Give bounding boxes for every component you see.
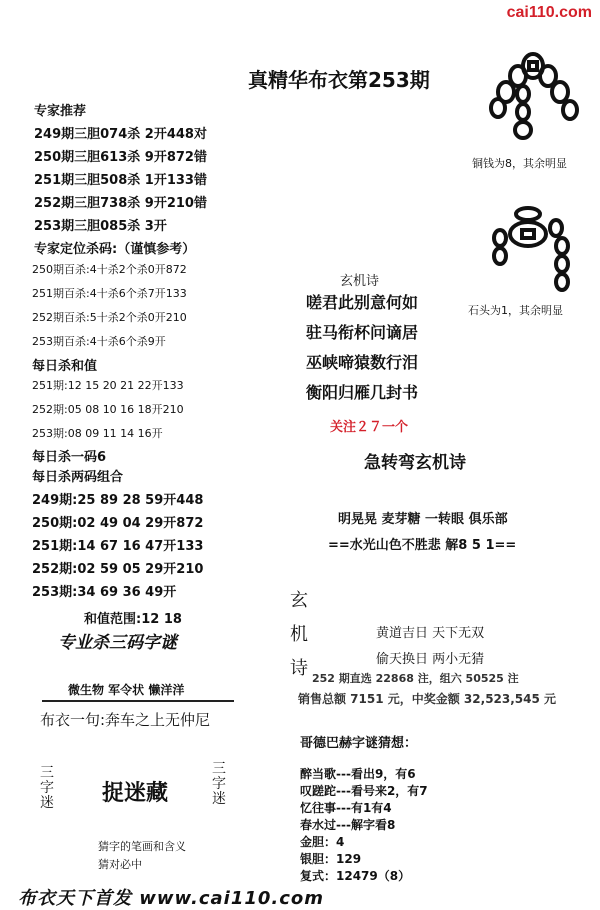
xuanji-heading: 玄机诗 [340,274,380,289]
two-combo-section [32,466,203,604]
coin-note: 铜钱为8，其余明显 [472,157,567,170]
list-item: 复式：12479（8） [300,869,411,883]
turn-line1: 明晃晃 麦芽糖 一转眼 俱乐部 [338,512,508,527]
hide-hint2: 猜对必中 [98,858,142,871]
xuan-line2: 偷天换日 两小无猜 [376,652,485,667]
daily-one: 每日杀一码6 [32,450,107,465]
list-item: 249期三胆074杀 2开448对 [34,127,207,142]
list-item: 253期:08 09 11 14 16开 [32,427,163,440]
list-item: 醉当歌---看出9，有6 [300,767,416,781]
list-item: 叹蹉跎---看号来2，有7 [300,784,428,798]
list-item: 250期三胆613杀 9开872错 [34,150,207,165]
xuan-line1: 黄道吉日 天下无双 [376,626,485,641]
xuanji-poem [306,288,418,408]
hide-right-label: 三字迷 [212,761,226,807]
expert-section [34,100,207,261]
hide-hint1: 猜字的笔画和含义 [98,840,186,853]
page-title: 真精华布衣第253期 [248,68,430,92]
list-item: 251期:14 67 16 47开133 [32,539,204,554]
poem-line: 嗟君此别意何如 [306,293,419,312]
divider [42,700,234,702]
turn-heading: 急转弯玄机诗 [364,453,466,473]
list-item: 250期百杀:4十杀2个杀0开872 [32,263,187,276]
list-item: 249期:25 89 28 59开448 [32,493,204,508]
list-item: 银胆：129 [300,852,362,866]
stats-line1: 252 期直选 22868 注，组六 50525 注 [312,672,519,685]
xuan-char-2: 机 [290,624,308,645]
list-item: 253期三胆085杀 3开 [34,219,167,234]
turn-line2: ==水光山色不胜悲 解8 5 1== [328,538,517,553]
riddle-heading: 专业杀三码字谜 [58,633,177,653]
list-item: 春水过---解字看8 [300,818,396,832]
stone-note: 石头为1，其余明显 [468,304,563,317]
list-item: 忆往事---有1有4 [300,801,392,815]
goethe-list [300,766,428,885]
sum-range: 和值范围:12 18 [84,612,182,627]
list-item: 252期三胆738杀 9开210错 [34,196,207,211]
expert-heading: 专家推荐 [34,104,87,119]
hide-left-label: 三字迷 [40,765,54,811]
xuan-char-1: 玄 [290,590,308,611]
hide-center: 捉迷藏 [102,781,169,806]
list-item: 251期百杀:4十杀6个杀7开133 [32,287,187,300]
goethe-heading: 哥德巴赫字谜猜想： [300,736,418,751]
list-item: 金胆：4 [300,835,345,849]
list-item: 252期:05 08 10 16 18开210 [32,403,184,416]
buyi-line: 布衣一句:奔车之上无仲尼 [40,711,211,729]
poem-line: 驻马衔杯问谪居 [306,323,419,342]
stats-line2: 销售总额 7151 元，中奖金额 32,523,545 元 [298,692,557,706]
list-item: 252期百杀:5十杀2个杀0开210 [32,311,187,324]
position-kill-heading: 专家定位杀码:（谨慎参考） [34,242,196,257]
position-kill-list [32,258,187,354]
two-combo-heading: 每日杀两码组合 [32,470,124,485]
daily-sum-list [32,374,184,446]
list-item: 253期百杀:4十杀6个杀9开 [32,335,166,348]
daily-sum-heading: 每日杀和值 [32,359,98,374]
list-item: 251期:12 15 20 21 22开133 [32,379,184,392]
list-item: 251期三胆508杀 1开133错 [34,173,207,188]
poem-line: 衡阳归雁几封书 [306,383,419,402]
list-item: 253期:34 69 36 49开 [32,585,177,600]
list-item: 250期:02 49 04 29开872 [32,516,204,531]
site-logo[interactable]: cai110.com [506,4,592,21]
stone-chain-icon [486,204,586,294]
footer-banner[interactable]: 布衣天下首发 www.cai110.com [18,888,325,909]
coin-chain-icon [478,46,588,146]
xuanji-focus: 关注２７一个 [330,420,409,435]
sponsors: 微生物 军令状 懒洋洋 [68,683,185,697]
list-item: 252期:02 59 05 29开210 [32,562,204,577]
xuan-char-3: 诗 [290,658,308,679]
poem-line: 巫峡啼猿数行泪 [306,353,419,372]
